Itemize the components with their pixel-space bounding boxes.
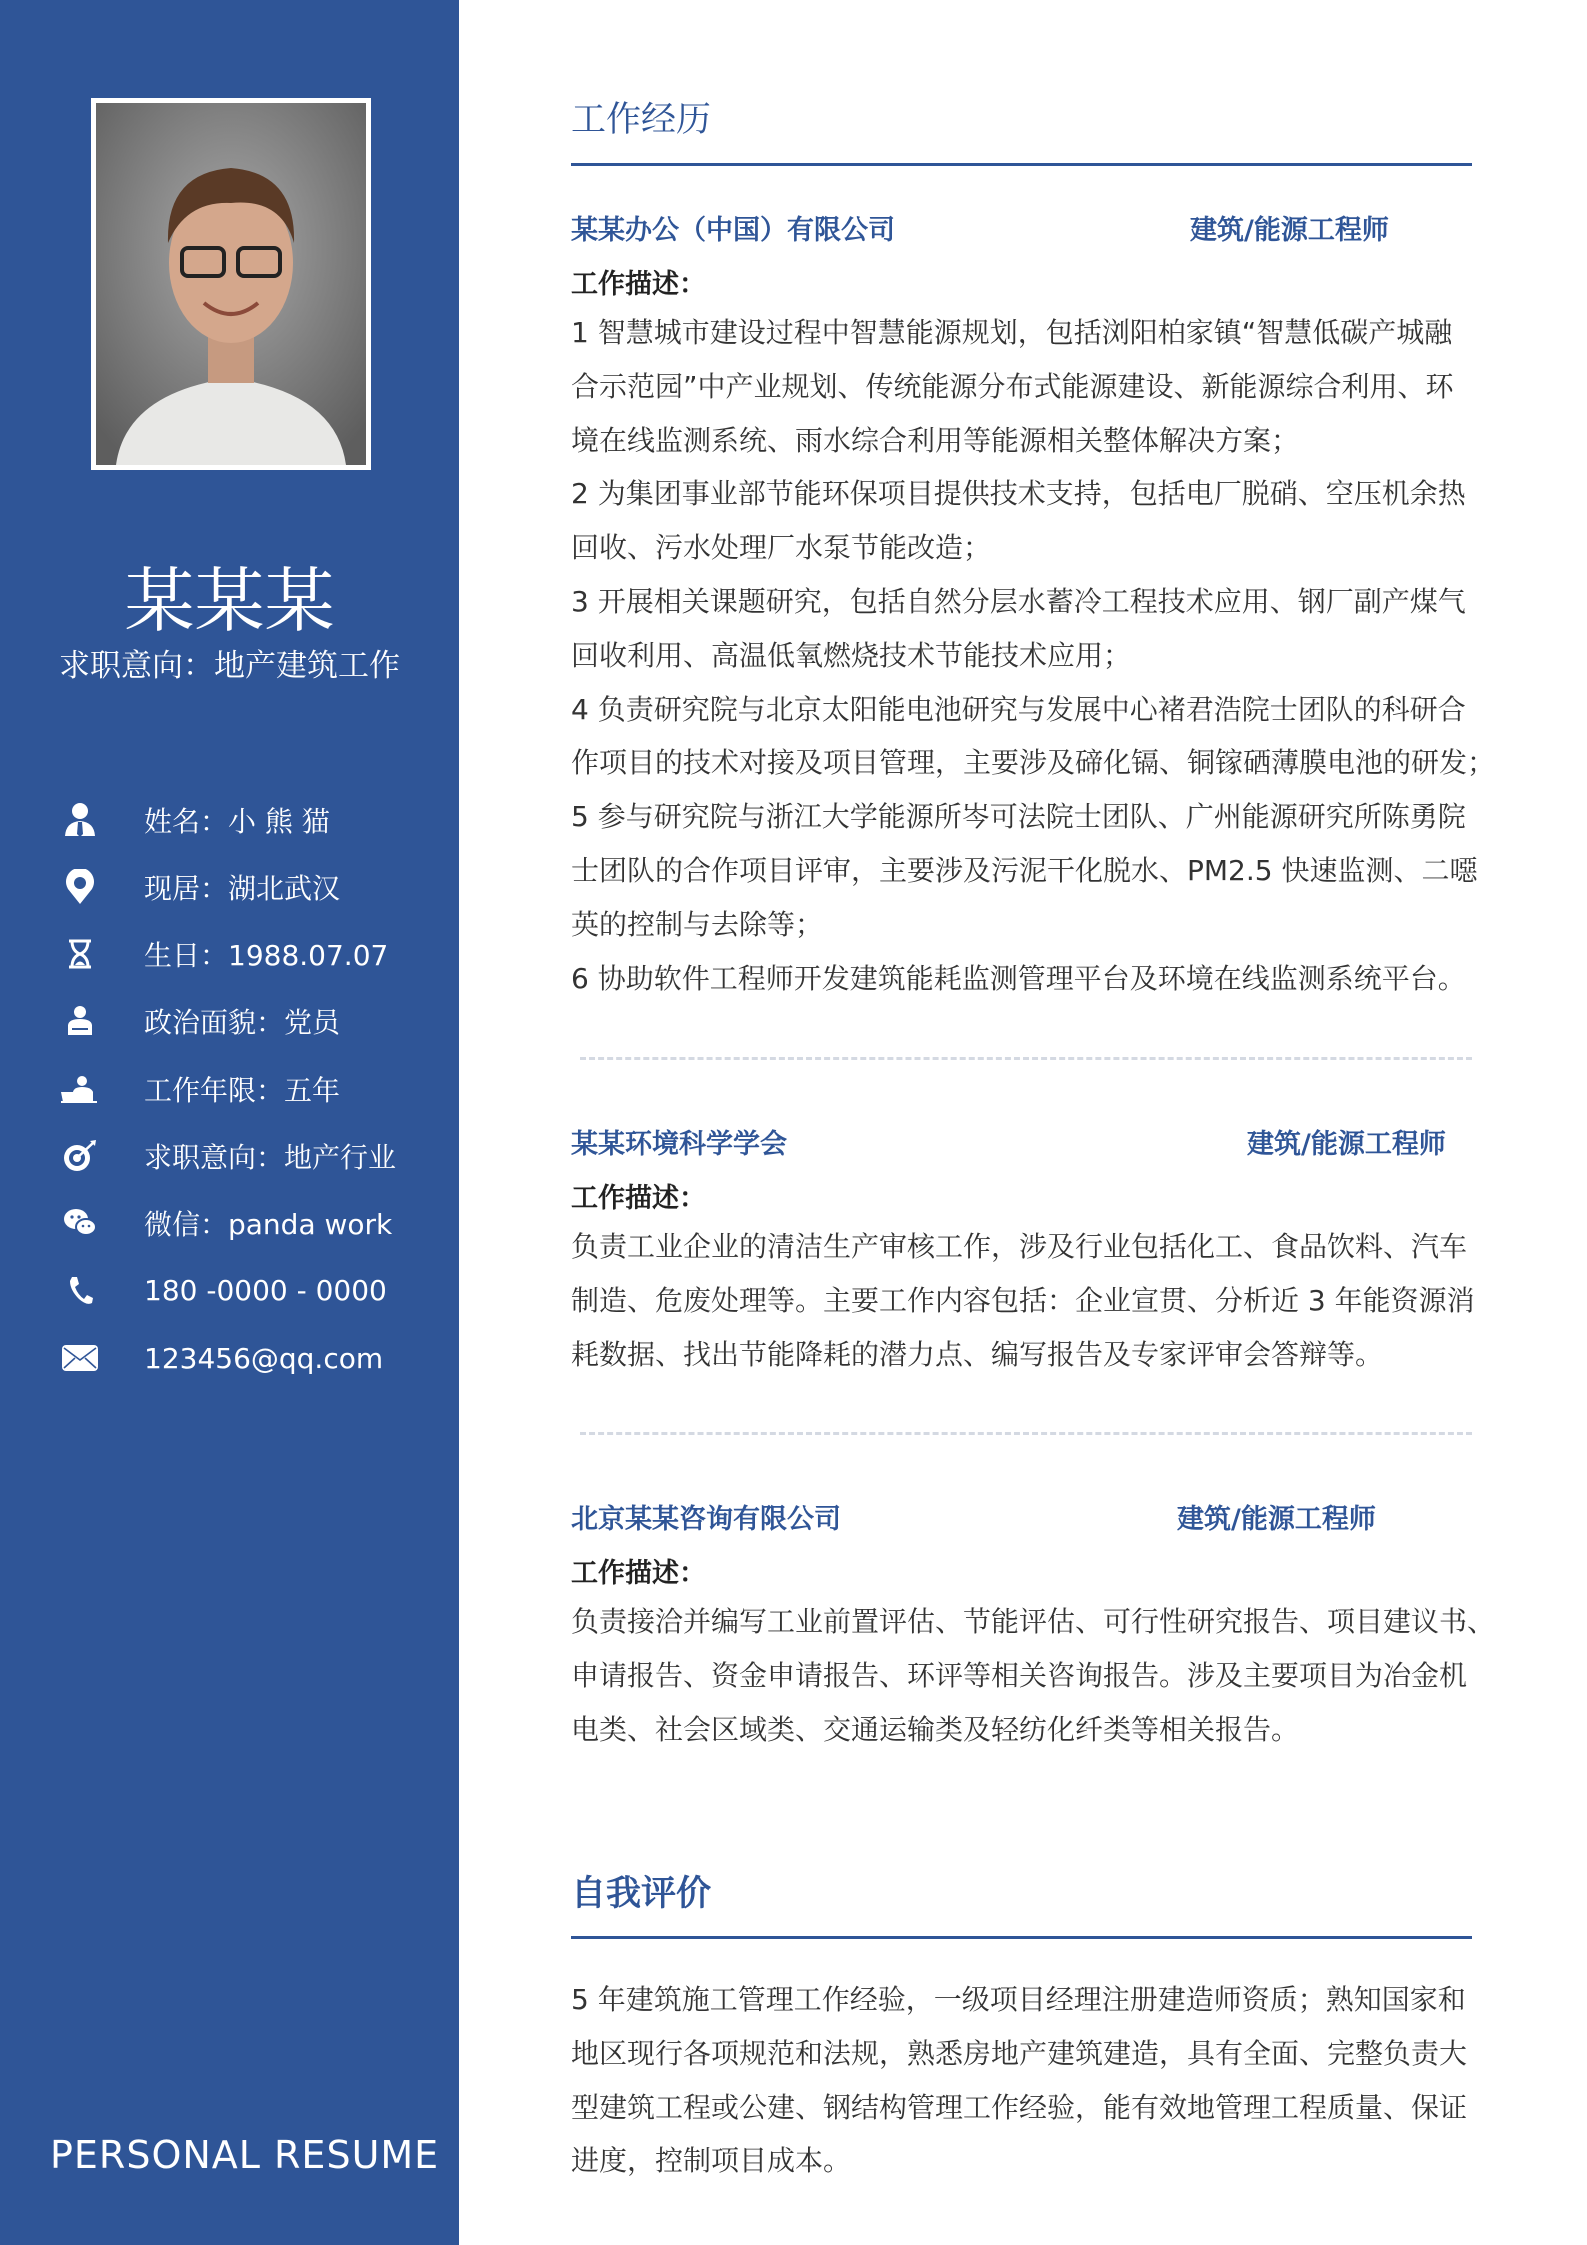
- text-line: 1 智慧城市建设过程中智慧能源规划，包括浏阳柏家镇“智慧低碳产城融: [571, 316, 1453, 349]
- company-name: 北京某某咨询有限公司: [571, 1504, 841, 1535]
- text-line: 电类、社会区域类、交通运输类及轻纺化纤类等相关报告。: [571, 1712, 1300, 1746]
- text-line: 负责接洽并编写工业前置评估、节能评估、可行性研究报告、项目建议书、: [571, 1605, 1496, 1638]
- text-line: 士团队的合作项目评审，主要涉及污泥干化脱水、PM2.5 快速监测、二噁: [571, 853, 1478, 887]
- job-intent: 求职意向：地产建筑工作: [59, 648, 400, 684]
- text-line: 合示范园”中产业规划、传统能源分布式能源建设、新能源综合利用、环: [571, 369, 1454, 403]
- info-experience-years: 工作年限：五年: [58, 1069, 340, 1109]
- text-line: 6 协助软件工程师开发建筑能耗监测管理平台及环境在线监测系统平台。: [571, 961, 1466, 995]
- job-description: [571, 1220, 1491, 1381]
- text-line: 境在线监测系统、雨水综合利用等能源相关整体解决方案；: [571, 423, 1300, 457]
- company-name: 某某环境科学学会: [571, 1129, 787, 1160]
- section-title-self-eval: 自我评价: [571, 1874, 712, 1914]
- dashed-divider: [580, 1057, 1472, 1060]
- text-line: 作项目的技术对接及项目管理，主要涉及碲化镉、铜镓硒薄膜电池的研发；: [571, 746, 1496, 780]
- text-line: 回收利用、高温低氧燃烧技术节能技术应用；: [571, 638, 1132, 672]
- info-wechat: 微信：panda work: [58, 1203, 392, 1243]
- dashed-divider: [580, 1432, 1472, 1435]
- info-birthday: 生日：1988.07.07: [58, 934, 388, 974]
- info-politics: 政治面貌：党员: [58, 1001, 340, 1041]
- info-location: 现居：湖北武汉: [58, 867, 340, 907]
- mail-icon: [58, 1338, 102, 1378]
- job-desc-label: 工作描述：: [571, 1558, 706, 1589]
- hourglass-icon: [58, 934, 102, 974]
- divider: [571, 1936, 1472, 1939]
- info-name: 姓名：小 熊 猫: [58, 800, 330, 840]
- phone-icon: [58, 1270, 102, 1310]
- job-description: [571, 306, 1496, 1005]
- job-role: 建筑/能源工程师: [1190, 215, 1389, 246]
- sidebar: [0, 0, 459, 2245]
- job-description: [571, 1595, 1496, 1756]
- profile-photo: [91, 98, 371, 470]
- person-icon: [58, 800, 102, 840]
- text-line: 申请报告、资金申请报告、环评等相关咨询报告。涉及主要项目为冶金机: [571, 1658, 1468, 1692]
- info-phone: 180 -0000 - 0000: [58, 1270, 387, 1310]
- divider: [571, 163, 1472, 166]
- text-line: 英的控制与去除等；: [571, 907, 824, 941]
- job-role: 建筑/能源工程师: [1177, 1504, 1376, 1535]
- wechat-icon: [58, 1203, 102, 1243]
- text-line: 耗数据、找出节能降耗的潜力点、编写报告及专家评审会答辩等。: [571, 1337, 1384, 1371]
- self-evaluation: [571, 1973, 1491, 2188]
- text-line: 制造、危废处理等。主要工作内容包括：企业宣贯、分析近 3 年能资源消: [571, 1283, 1475, 1317]
- location-pin-icon: [58, 867, 102, 907]
- text-line: 地区现行各项规范和法规，熟悉房地产建筑建造，具有全面、完整负责大: [571, 2036, 1468, 2070]
- worker-laptop-icon: [58, 1069, 102, 1109]
- target-icon: [58, 1136, 102, 1176]
- text-line: 2 为集团事业部节能环保项目提供技术支持，包括电厂脱硝、空压机余热: [571, 477, 1466, 511]
- text-line: 4 负责研究院与北京太阳能电池研究与发展中心褚君浩院士团队的科研合: [571, 692, 1466, 726]
- candidate-name: 某某某: [124, 560, 335, 642]
- info-email: 123456@qq.com: [58, 1338, 383, 1378]
- job-role: 建筑/能源工程师: [1247, 1129, 1446, 1160]
- text-line: 5 年建筑施工管理工作经验，一级项目经理注册建造师资质；熟知国家和: [571, 1983, 1466, 2016]
- job-desc-label: 工作描述：: [571, 1183, 706, 1214]
- company-name: 某某办公（中国）有限公司: [571, 215, 895, 246]
- info-intent: 求职意向：地产行业: [58, 1136, 396, 1176]
- text-line: 型建筑工程或公建、钢结构管理工作经验，能有效地管理工程质量、保证: [571, 2090, 1468, 2124]
- text-line: 进度，控制项目成本。: [571, 2144, 852, 2178]
- text-line: 5 参与研究院与浙江大学能源所岑可法院士团队、广州能源研究所陈勇院: [571, 800, 1466, 834]
- personal-resume-label: PERSONAL RESUME: [50, 2133, 440, 2177]
- politician-icon: [58, 1001, 102, 1041]
- text-line: 负责工业企业的清洁生产审核工作，涉及行业包括化工、食品饮料、汽车: [571, 1230, 1468, 1263]
- job-desc-label: 工作描述：: [571, 269, 706, 300]
- text-line: 3 开展相关课题研究，包括自然分层水蓄冷工程技术应用、钢厂副产煤气: [571, 584, 1466, 618]
- text-line: 回收、污水处理厂水泵节能改造；: [571, 531, 992, 565]
- section-title-experience: 工作经历: [571, 100, 712, 140]
